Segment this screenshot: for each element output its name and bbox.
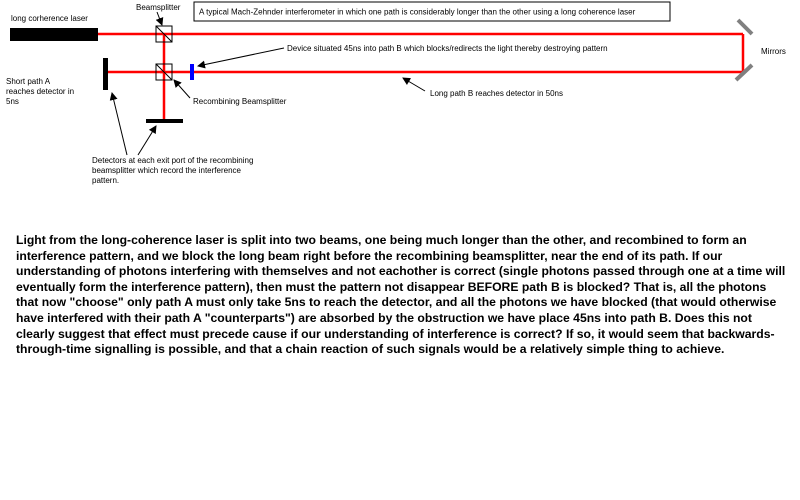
blocking-device bbox=[190, 64, 194, 80]
device-label: Device situated 45ns into path B which blocks/redirects the light thereby destroying pattern bbox=[287, 44, 608, 53]
detectors-line-2: beamsplitter which record the interference bbox=[92, 166, 241, 175]
detector-bottom bbox=[146, 119, 183, 123]
mirrors-label: Mirrors bbox=[761, 47, 786, 56]
recombining-label: Recombining Beamsplitter bbox=[193, 97, 287, 106]
long-path-arrow bbox=[403, 78, 425, 91]
mirror-top bbox=[738, 20, 752, 34]
detector-left bbox=[103, 58, 108, 90]
laser-label: long corherence laser bbox=[11, 14, 88, 23]
beamsplitter-label: Beamsplitter bbox=[136, 3, 181, 12]
detectors-line-3: pattern. bbox=[92, 176, 120, 185]
short-path-line-3: 5ns bbox=[6, 97, 19, 106]
detectors-arrow-left bbox=[112, 93, 127, 155]
short-path-line-1: Short path A bbox=[6, 77, 50, 86]
explanation-paragraph: Light from the long-coherence laser is split into two beams, one being much longer than the other, and recombined to form an interference pattern, and we block the long beam right before the recombining beamsplitter, near the end of its path. If our understanding of photons interfering with themselves and not eachother is correct (single photons passed through one at a time will eventually form the interference pattern), then must the pattern not disappear BEFORE path B is blocked? That is, all the photons that now "choose" only path A must only take 5ns to reach the detector, and all the photons we have blocked (that would otherwise have interfered with their path A "counterparts") are absorbed by the obstruction we have place 45ns into path B. Does this not clearly suggest that effect must precede cause if our understanding of interference is correct? If so, it would seem that backwards-through-time signalling is possible, and that a chain reaction of such signals would be a relatively simple thing to achieve. bbox=[16, 233, 786, 357]
detectors-line-1: Detectors at each exit port of the recombining bbox=[92, 156, 254, 165]
device-arrow bbox=[198, 48, 284, 66]
laser-block bbox=[10, 28, 98, 41]
short-path-line-2: reaches detector in bbox=[6, 87, 75, 96]
beamsplitter-arrow bbox=[157, 12, 162, 25]
detectors-label bbox=[92, 156, 256, 185]
recombining-arrow bbox=[174, 80, 190, 98]
detectors-arrow-bottom bbox=[138, 126, 156, 155]
interferometer-diagram bbox=[0, 0, 800, 230]
long-path-label: Long path B reaches detector in 50ns bbox=[430, 89, 563, 98]
short-path-label bbox=[6, 77, 76, 106]
diagram-title: A typical Mach-Zehnder interferometer in which one path is considerably longer than the other using a long coherence laser bbox=[199, 7, 636, 17]
